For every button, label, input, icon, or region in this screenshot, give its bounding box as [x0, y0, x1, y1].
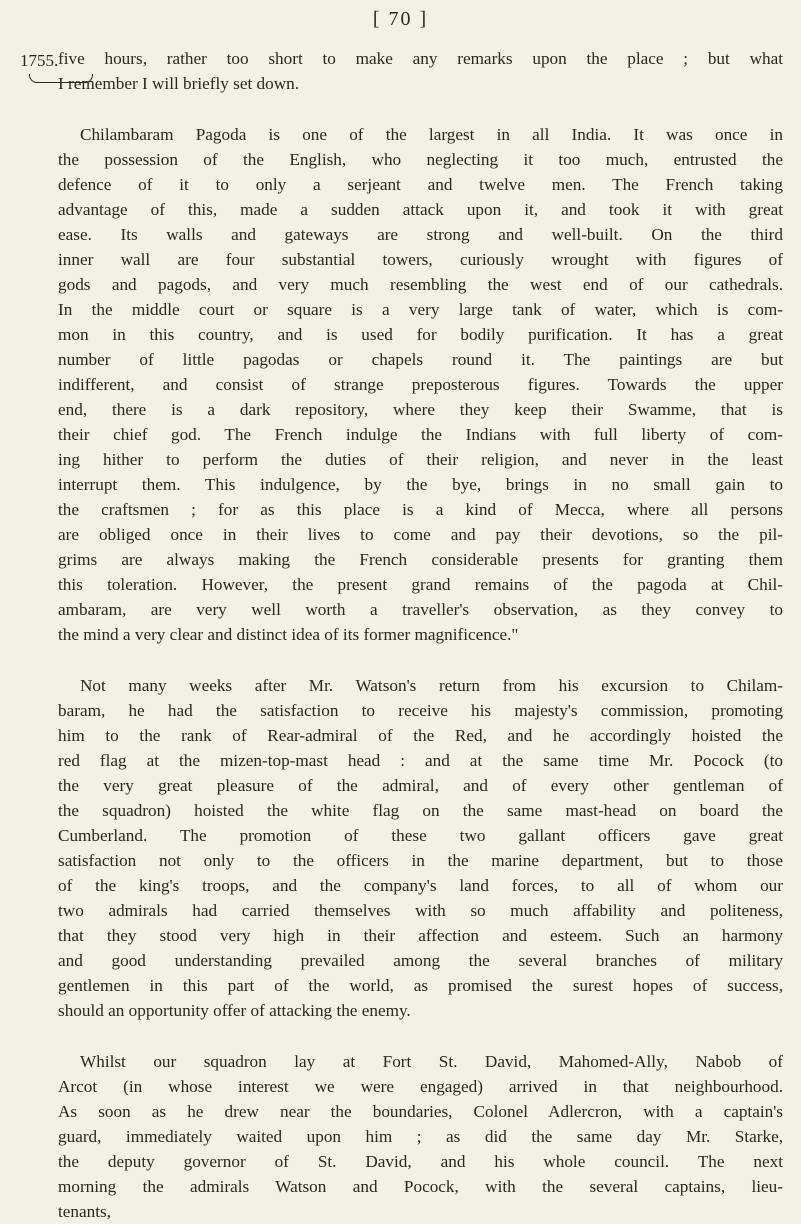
- text-line: end, there is a dark repository, where they keep their Swamme, that is: [58, 400, 783, 419]
- paragraph-2: [58, 122, 783, 647]
- body-text: [58, 46, 783, 1224]
- text-line: are obliged once in their lives to come and pay their devotions, so the pil-: [58, 525, 783, 544]
- text-line: baram, he had the satisfaction to receive his majesty's commission, promoting: [58, 701, 783, 720]
- text-line: ambaram, are very well worth a traveller's observation, as they convey to: [58, 600, 783, 619]
- text-line: gentlemen in this part of the world, as promised the surest hopes of success,: [58, 976, 783, 995]
- text-line: defence of it to only a serjeant and twelve men. The French taking: [58, 175, 783, 194]
- paragraph-3: [58, 673, 783, 1023]
- text-line: the squadron) hoisted the white flag on the same mast-head on board the: [58, 801, 783, 820]
- text-line: their chief god. The French indulge the Indians with full liberty of com-: [58, 425, 783, 444]
- text-line: Arcot (in whose interest we were engaged) arrived in that neighbourhood.: [58, 1077, 783, 1096]
- text-line: the craftsmen ; for as this place is a kind of Mecca, where all persons: [58, 500, 783, 519]
- text-line: As soon as he drew near the boundaries, Colonel Adlercron, with a captain's: [58, 1102, 783, 1121]
- text-line: red flag at the mizen-top-mast head : and at the same time Mr. Pocock (to: [58, 751, 783, 770]
- text-line: indifferent, and consist of strange preposterous figures. Towards the upper: [58, 375, 783, 394]
- text-line: advantage of this, made a sudden attack upon it, and took it with great: [58, 200, 783, 219]
- text-line: should an opportunity offer of attacking the enemy.: [58, 1001, 411, 1020]
- text-line: interrupt them. This indulgence, by the bye, brings in no small gain to: [58, 475, 783, 494]
- text-line: of the king's troops, and the company's land forces, to all of whom our: [58, 876, 783, 895]
- text-line: Chilambaram Pagoda is one of the largest in all India. It was once in: [80, 125, 783, 144]
- text-line: and good understanding prevailed among the several branches of military: [58, 951, 783, 970]
- text-line: five hours, rather too short to make any remarks upon the place ; but what: [58, 49, 783, 68]
- text-line: satisfaction not only to the officers in the marine department, but to those: [58, 851, 783, 870]
- text-line: guard, immediately waited upon him ; as did the same day Mr. Starke,: [58, 1127, 783, 1146]
- text-line: two admirals had carried themselves with so much affability and politeness,: [58, 901, 783, 920]
- text-line: Whilst our squadron lay at Fort St. David, Mahomed-Ally, Nabob of: [80, 1052, 783, 1071]
- text-line: ing hither to perform the duties of their religion, and never in the least: [58, 450, 783, 469]
- text-line: number of little pagodas or chapels round it. The paintings are but: [58, 350, 783, 369]
- text-line: the mind a very clear and distinct idea of its former magnificence.": [58, 625, 519, 644]
- text-line: that they stood very high in their affection and esteem. Such an harmony: [58, 926, 783, 945]
- text-line: morning the admirals Watson and Pocock, with the several captains, lieu-: [58, 1177, 783, 1196]
- text-line: him to the rank of Rear-admiral of the Red, and he accordingly hoisted the: [58, 726, 783, 745]
- text-line: mon in this country, and is used for bodily purification. It has a great: [58, 325, 783, 344]
- text-line: the very great pleasure of the admiral, and of every other gentleman of: [58, 776, 783, 795]
- margin-year: 1755.: [20, 51, 59, 70]
- text-line: inner wall are four substantial towers, curiously wrought with figures of: [58, 250, 783, 269]
- text-line: this toleration. However, the present grand remains of the pagoda at Chil-: [58, 575, 783, 594]
- text-line: Not many weeks after Mr. Watson's return from his excursion to Chilam-: [80, 676, 783, 695]
- paragraph-1: [58, 46, 783, 96]
- paragraph-4: [58, 1049, 783, 1224]
- text-line: In the middle court or square is a very large tank of water, which is com-: [58, 300, 783, 319]
- text-line: I remember I will briefly set down.: [58, 74, 300, 93]
- text-line: the deputy governor of St. David, and his whole council. The next: [58, 1152, 783, 1171]
- page-number: [ 70 ]: [372, 8, 429, 30]
- text-line: the possession of the English, who neglecting it too much, entrusted the: [58, 150, 783, 169]
- text-line: grims are always making the French considerable presents for granting them: [58, 550, 783, 569]
- text-line: tenants,: [58, 1202, 111, 1221]
- text-line: gods and pagods, and very much resembling the west end of our cathedrals.: [58, 275, 783, 294]
- text-line: ease. Its walls and gateways are strong and well-built. On the third: [58, 225, 783, 244]
- text-line: Cumberland. The promotion of these two gallant officers gave great: [58, 826, 783, 845]
